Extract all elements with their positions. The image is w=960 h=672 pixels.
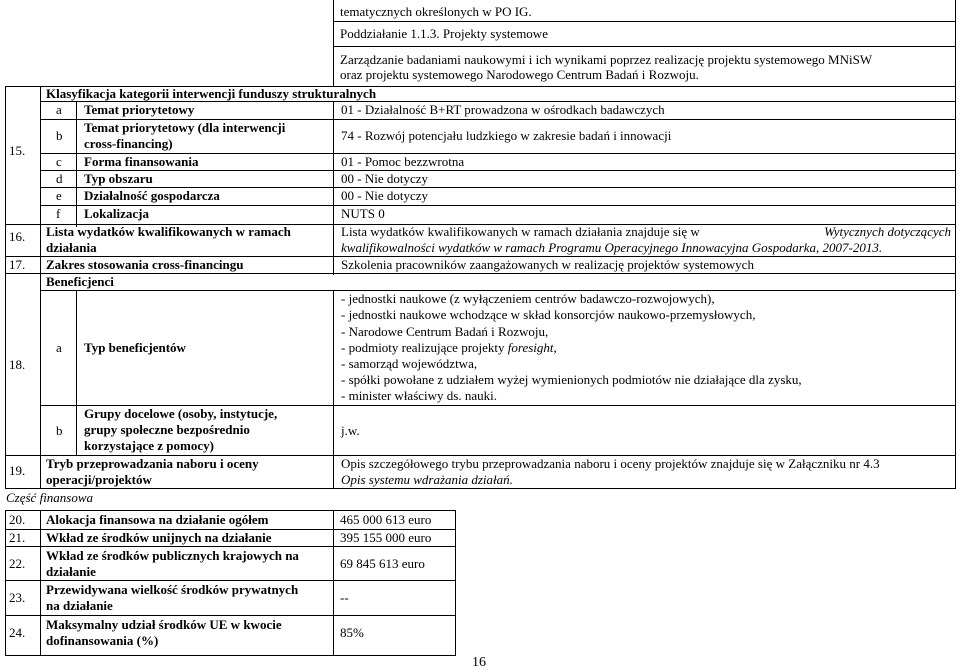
r15a-value: 01 - Działalność B+RT prowadzona w ośrodkach badawczych xyxy=(341,102,665,117)
r18a-item-3: - Narodowe Centrum Badań i Rozwoju, xyxy=(341,324,549,339)
r15c-value: 01 - Pomoc bezzwrotna xyxy=(341,154,465,169)
r18b-label-3: korzystające z pomocy) xyxy=(84,438,214,453)
row-24-label-1: Maksymalny udział środków UE w kwocie xyxy=(46,617,282,632)
row-18-number: 18. xyxy=(9,357,26,372)
r18a-item-4 xyxy=(341,340,557,355)
r15b-label-1: Temat priorytetowy (dla interwencji xyxy=(84,120,286,135)
row-22-value: 69 845 613 euro xyxy=(340,556,425,571)
r18a-item-2: - jednostki naukowe wchodzące w skład konsorcjów naukowo-przemysłowych, xyxy=(341,307,756,322)
section-financial: Część finansowa xyxy=(6,490,94,505)
r17-label: Zakres stosowania cross-financingu xyxy=(46,257,244,272)
row-24-label-2: dofinansowania (%) xyxy=(46,633,159,648)
r15f-value: NUTS 0 xyxy=(341,206,385,221)
r19-label-2: operacji/projektów xyxy=(46,472,152,487)
r18a-item-7: - minister właściwy ds. nauki. xyxy=(341,388,497,403)
r15d-label: Typ obszaru xyxy=(84,171,153,186)
r18a-item-1: - jednostki naukowe (z wyłączeniem centrów badawczo-rozwojowych), xyxy=(341,291,715,306)
row-21-value: 395 155 000 euro xyxy=(340,530,432,545)
row-21-number: 21. xyxy=(9,530,26,545)
row-22-number: 22. xyxy=(9,556,26,571)
r17-value: Szkolenia pracowników zaangażowanych w realizację projektów systemowych xyxy=(341,257,754,272)
r18b-value: j.w. xyxy=(341,423,360,438)
row-23-label-1: Przewidywana wielkość środków prywatnych xyxy=(46,582,299,597)
row-22-label-2: działanie xyxy=(46,564,96,579)
row-23-value: -- xyxy=(340,590,349,605)
r16-value-line2: kwalifikowalności wydatków w ramach Programu Operacyjnego Innowacyjna Gospodarka, 2007-2013. xyxy=(341,240,883,255)
r16-label-2: działania xyxy=(46,240,97,255)
r16-value-line1 xyxy=(341,224,951,239)
r15b-label-2: cross-financing) xyxy=(84,136,173,151)
top-line1: tematycznych określonych w PO IG. xyxy=(340,4,532,19)
r15d-value: 00 - Nie dotyczy xyxy=(341,171,429,186)
r15c-letter: c xyxy=(56,154,62,169)
r18b-label-1: Grupy docelowe (osoby, instytucje, xyxy=(84,406,278,421)
r15d-letter: d xyxy=(56,171,63,186)
row-24-value: 85% xyxy=(340,625,364,640)
r16-label-1: Lista wydatków kwalifikowanych w ramach xyxy=(46,224,291,239)
r18b-letter: b xyxy=(56,423,63,438)
r15e-label: Działalność gospodarcza xyxy=(84,188,220,203)
r15e-letter: e xyxy=(56,188,62,203)
row-22-label-1: Wkład ze środków publicznych krajowych na xyxy=(46,548,299,563)
r15f-label: Lokalizacja xyxy=(84,206,149,221)
r18-heading: Beneficjenci xyxy=(46,274,114,289)
r19-label-1: Tryb przeprowadzania naboru i oceny xyxy=(46,456,259,471)
r15c-label: Forma finansowania xyxy=(84,154,199,169)
subaction-desc-2: oraz projektu systemowego Narodowego Centrum Badań i Rozwoju. xyxy=(340,67,699,82)
row-16-number: 16. xyxy=(9,229,26,244)
row-19-number: 19. xyxy=(9,463,26,478)
r15a-letter: a xyxy=(56,102,62,117)
r15-heading: Klasyfikacja kategorii interwencji funduszy strukturalnych xyxy=(46,86,377,101)
row-20-number: 20. xyxy=(9,512,26,527)
row-23-number: 23. xyxy=(9,590,26,605)
row-23-label-2: na działanie xyxy=(46,598,113,613)
row-15-number: 15. xyxy=(9,143,26,158)
r18a-item-4-tail: , xyxy=(553,340,557,355)
r15b-value: 74 - Rozwój potencjału ludzkiego w zakresie badań i innowacji xyxy=(341,128,672,143)
r16-value-line1-text: Lista wydatków kwalifikowanych w ramach działania znajduje się w xyxy=(341,224,700,239)
r18a-item-6: - spółki powołane z udziałem wyżej wymienionych podmiotów nie działające dla zysku, xyxy=(341,372,802,387)
row-24-number: 24. xyxy=(9,625,26,640)
r18a-letter: a xyxy=(56,340,62,355)
subaction-desc-1: Zarządzanie badaniami naukowymi i ich wynikami poprzez realizację projektu systemowego MNiSW xyxy=(340,52,873,67)
r18a-item-4-text: - podmioty realizujące projekty xyxy=(341,340,508,355)
r15f-letter: f xyxy=(56,206,61,221)
row-17-number: 17. xyxy=(9,257,26,272)
row-20-label: Alokacja finansowa na działanie ogółem xyxy=(46,512,269,527)
r15e-value: 00 - Nie dotyczy xyxy=(341,188,429,203)
r15b-letter: b xyxy=(56,128,63,143)
r18a-label: Typ beneficjentów xyxy=(84,340,186,355)
page-number: 16 xyxy=(472,655,486,670)
r16-value-line1-italic: Wytycznych dotyczących xyxy=(824,224,951,239)
r15a-label: Temat priorytetowy xyxy=(84,102,195,117)
subaction-title: Poddziałanie 1.1.3. Projekty systemowe xyxy=(340,26,548,41)
r18a-item-5: - samorząd województwa, xyxy=(341,356,478,371)
r19-value-1: Opis szczegółowego trybu przeprowadzania naboru i oceny projektów znajduje się w Załączniku nr 4.3 xyxy=(341,456,880,471)
r18b-label-2: grupy społeczne bezpośrednio xyxy=(84,422,250,437)
r19-value-2: Opis systemu wdrażania działań. xyxy=(341,472,513,487)
row-21-label: Wkład ze środków unijnych na działanie xyxy=(46,530,272,545)
r18a-item-4-italic: foresight xyxy=(507,340,554,355)
row-20-value: 465 000 613 euro xyxy=(340,512,432,527)
